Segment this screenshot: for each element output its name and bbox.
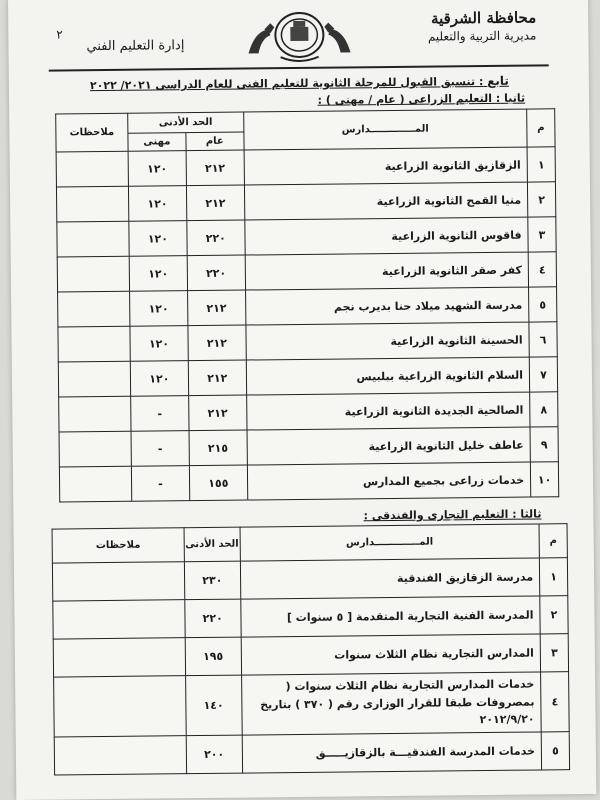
school-name: خدمات المدارس التجارية نظام الثلاث سنوات ( بمصروفات طبقا للقرار الوزارى رقم ( ٣٧٠ ) بتاريخ ٢٠١٢/٩/٢٠ bbox=[241, 672, 541, 735]
min-vocational: ١٢٠ bbox=[129, 221, 187, 257]
row-number: ٦ bbox=[529, 322, 557, 357]
min-vocational: ١٢٠ bbox=[128, 151, 186, 187]
min-general: ٢١٢ bbox=[188, 325, 246, 361]
notes-cell bbox=[58, 291, 130, 327]
school-name: عاطف خليل الثانوية الزراعية bbox=[247, 427, 531, 465]
letterhead-right bbox=[428, 8, 537, 43]
row-number: ٥ bbox=[541, 732, 569, 770]
row-number: ١ bbox=[527, 147, 555, 182]
row-number: ٨ bbox=[530, 392, 558, 427]
min-score: ٢٣٠ bbox=[184, 561, 240, 600]
row-number: ٥ bbox=[529, 287, 557, 322]
school-name: الزقازيق الثانوية الزراعية bbox=[244, 147, 528, 185]
min-general: ٢١٢ bbox=[188, 395, 246, 431]
min-general: ٢١٥ bbox=[189, 430, 247, 466]
letterhead bbox=[8, 0, 589, 70]
min-general: ٢٢٠ bbox=[187, 255, 245, 291]
school-name: السلام الثانوية الزراعية ببلبيس bbox=[246, 357, 530, 395]
col-header-no: م bbox=[527, 109, 555, 147]
school-name: كفر صقر الثانوية الزراعية bbox=[245, 252, 529, 290]
notes-cell bbox=[58, 326, 130, 362]
notes-cell bbox=[53, 638, 185, 677]
title-text: : تنسيق القبول للمرحلة الثانوية للتعليم الفنى للعام الدراسى ٢٠٢١/ ٢٠٢٢ bbox=[89, 75, 484, 93]
table-row bbox=[52, 558, 567, 601]
school-name: مدرسة الزقازيق الفندقية bbox=[240, 558, 540, 599]
notes-cell bbox=[54, 736, 186, 775]
governorate-emblem bbox=[240, 8, 359, 63]
notes-cell bbox=[56, 186, 128, 222]
row-number: ٣ bbox=[540, 634, 568, 672]
min-general: ١٥٥ bbox=[189, 465, 247, 501]
min-general: ٢١٢ bbox=[186, 150, 244, 186]
row-number: ٩ bbox=[530, 427, 558, 462]
table-row bbox=[56, 147, 555, 187]
school-name: الحسينة الثانوية الزراعية bbox=[246, 322, 530, 360]
min-vocational: ١٢٠ bbox=[130, 326, 188, 362]
table-row bbox=[58, 322, 557, 362]
section-commercial-label: ثالثا : التعليم التجارى والفندقى : bbox=[363, 507, 542, 523]
notes-cell bbox=[52, 562, 184, 601]
school-name: المدارس التجارية نظام الثلاث سنوات bbox=[241, 634, 541, 675]
min-general: ٢٢٠ bbox=[187, 220, 245, 256]
document-title bbox=[90, 74, 509, 92]
row-number: ١٠ bbox=[530, 462, 558, 497]
min-vocational: ١٢٠ bbox=[130, 361, 188, 397]
school-name: الصالحية الجديدة الثانوية الزراعية bbox=[246, 392, 530, 430]
col-header-min: الحد الأدنى bbox=[184, 527, 240, 562]
notes-cell bbox=[59, 431, 131, 467]
min-general: ٢١٢ bbox=[188, 360, 246, 396]
table-row bbox=[59, 392, 558, 432]
school-name: خدمات زراعى بجميع المدارس bbox=[247, 462, 531, 500]
min-vocational: ١٢٠ bbox=[128, 186, 186, 222]
school-name: فاقوس الثانوية الزراعية bbox=[245, 217, 529, 255]
col-header-schools: المـــــــــــــدارس bbox=[240, 524, 540, 561]
notes-cell bbox=[57, 221, 129, 257]
min-vocational: - bbox=[131, 431, 189, 467]
col-header-general: عام bbox=[186, 132, 244, 151]
min-general: ٢١٢ bbox=[187, 290, 245, 326]
notes-cell bbox=[56, 151, 128, 187]
col-header-min: الحد الأدنى bbox=[128, 112, 244, 133]
notes-cell bbox=[58, 361, 130, 397]
directorate-name: مديرية التربية والتعليم bbox=[427, 28, 537, 44]
min-general: ٢١٢ bbox=[186, 185, 244, 221]
school-name: مدرسة الشهيد ميلاد حنا بديرب نجم bbox=[245, 287, 529, 325]
col-header-notes: ملاحظات bbox=[52, 528, 184, 563]
min-vocational: ١٢٠ bbox=[129, 256, 187, 292]
agricultural-table bbox=[55, 108, 559, 502]
document-page bbox=[8, 0, 596, 800]
commercial-table bbox=[52, 523, 571, 775]
table-row bbox=[54, 672, 570, 737]
table-row bbox=[59, 462, 558, 502]
administration-name: إدارة التعليم الفني bbox=[86, 38, 185, 55]
table-row bbox=[58, 357, 557, 397]
row-number: ٤ bbox=[528, 252, 556, 287]
min-vocational: - bbox=[131, 466, 189, 502]
col-header-notes: ملاحظات bbox=[56, 113, 128, 152]
row-number: ١ bbox=[539, 558, 567, 596]
page-number: ٢ bbox=[56, 27, 63, 42]
notes-cell bbox=[59, 396, 131, 432]
row-number: ٣ bbox=[528, 217, 556, 252]
col-header-no: م bbox=[539, 524, 567, 558]
min-vocational: - bbox=[131, 396, 189, 432]
min-score: ١٤٠ bbox=[185, 675, 242, 736]
row-number: ٢ bbox=[540, 596, 568, 634]
governorate-name: محافظة الشرقية bbox=[430, 8, 537, 28]
table-row bbox=[54, 732, 569, 775]
table-row bbox=[58, 287, 557, 327]
school-name: المدرسة الفنية التجارية المتقدمة [ ٥ سنوات ] bbox=[240, 596, 540, 637]
notes-cell bbox=[57, 256, 129, 292]
min-score: ٢٢٠ bbox=[185, 599, 241, 638]
notes-cell bbox=[53, 600, 185, 639]
school-name: خدمات المدرسة الفندقيـــة بالزقازيـــــق bbox=[242, 732, 542, 773]
notes-cell bbox=[59, 466, 131, 502]
row-number: ٢ bbox=[527, 182, 555, 217]
table-row bbox=[57, 217, 556, 257]
section-agricultural-label: ثانيا : التعليم الزراعى ( عام / مهنى ) : bbox=[317, 91, 526, 107]
min-vocational: ١٢٠ bbox=[129, 291, 187, 327]
table-row bbox=[57, 252, 556, 292]
table-row bbox=[59, 427, 558, 467]
col-header-schools: المـــــــــــــدارس bbox=[243, 109, 527, 150]
row-number: ٧ bbox=[529, 357, 557, 392]
table-row bbox=[53, 634, 568, 677]
min-score: ٢٠٠ bbox=[186, 735, 242, 774]
col-header-vocational: مهنى bbox=[128, 133, 186, 152]
table-row bbox=[56, 182, 555, 222]
min-score: ١٩٥ bbox=[185, 637, 241, 676]
table-row bbox=[53, 596, 568, 639]
row-number: ٤ bbox=[541, 672, 570, 732]
title-follow: تابع bbox=[487, 73, 509, 88]
school-name: منيا القمح الثانوية الزراعية bbox=[244, 182, 528, 220]
notes-cell bbox=[54, 676, 186, 737]
